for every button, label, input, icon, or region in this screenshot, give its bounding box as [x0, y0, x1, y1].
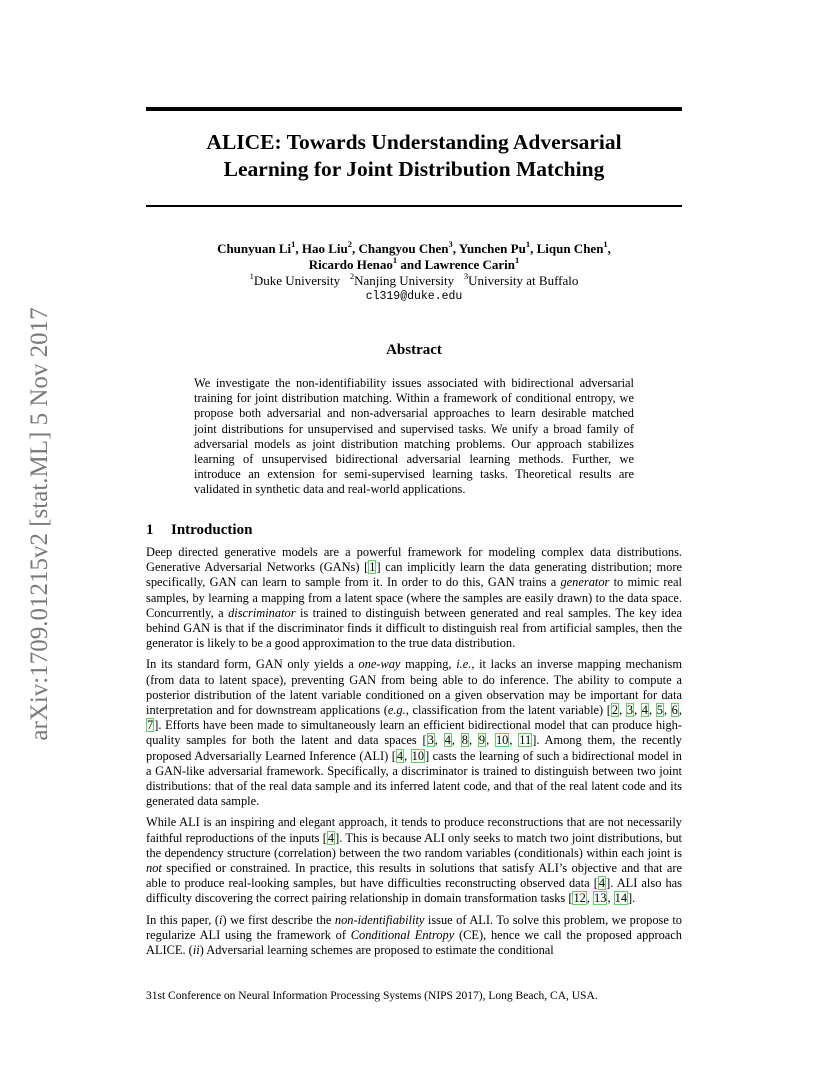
paragraph-2 — [146, 657, 682, 809]
affiliation-marker: 1 — [603, 238, 608, 249]
citation-number[interactable]: 13 — [594, 891, 607, 906]
abstract-text: We investigate the non-identifiability issues associated with bidirectional adversarial training for joint distribution matching. Within a framework of conditional entropy, we propose both adversarial and non-adversarial approaches to learn desirable matched joint distributions for unsupervised and supervised tasks. We unify a broad family of adversarial models as joint distribution matching problems. Our approach stabilizes learning of unsupervised bidirectional adversarial learning methods. Further, we introduce an extension for semi-supervised learning tasks. Theoretical results are validated in synthetic data and real-world applications. — [194, 376, 634, 497]
contact-email: cl319@duke.edu — [365, 290, 463, 303]
conference-footnote: 31st Conference on Neural Information Processing Systems (NIPS 2017), Long Beach, CA, USA. — [146, 990, 598, 1002]
citation-number[interactable]: 7 — [147, 718, 154, 733]
paragraph-text: can implicitly learn the data generating distribution; more specifically, GAN can learn to sample from it. In order to do this, GAN trains a — [146, 560, 682, 590]
citation-group[interactable]: 3, 4, 8, 9, 10, 11 — [427, 733, 532, 748]
paragraph-4 — [146, 913, 682, 959]
affiliation-line — [146, 270, 682, 289]
citation-number[interactable]: 6 — [671, 703, 678, 718]
title-bottom-rule — [146, 205, 682, 207]
citation-number[interactable]: 1 — [369, 560, 376, 575]
author-name: Yunchen Pu — [458, 241, 526, 256]
paragraph-text: specified or constrained. In practice, this results in solutions that satisfy ALI’s objective and that are able to produce real-looking samples, but have difficulties reconstructing observed data [ — [146, 861, 682, 891]
affiliation-name: Nanjing University — [354, 273, 455, 288]
affiliation-marker: 1 — [291, 238, 296, 249]
citation-number[interactable]: 8 — [461, 733, 468, 748]
emphasis-text: ii — [192, 943, 200, 958]
paragraph-text: issue of ALI. To solve this problem, we propose to regularize ALI using the framework of — [146, 912, 682, 942]
citation-number[interactable]: 9 — [478, 733, 486, 748]
paragraph-3 — [146, 815, 682, 906]
citation-number[interactable]: 10 — [495, 733, 509, 748]
title-top-rule — [146, 107, 682, 111]
emphasis-text: Conditional Entropy — [350, 927, 455, 942]
arxiv-identifier-text: arXiv:1709.01215v2 [stat.ML] 5 Nov 2017 — [26, 306, 53, 741]
emphasis-text: e.g., — [387, 703, 409, 718]
arxiv-identifier-stamp — [20, 282, 60, 765]
citation-number[interactable]: 4 — [598, 876, 606, 891]
citation-link[interactable] — [327, 831, 335, 845]
author-block — [146, 238, 682, 305]
paragraph-text: it lacks an inverse mapping mechanism (from data to latent space), preventing GAN from being able to do inference. The ability to compute a posterior distribution of the latent variable conditioned on a given observation may be important for data interpretation and for downstream applications ( — [146, 657, 682, 718]
affiliation-marker: 2 — [347, 238, 353, 249]
paragraph-text: ] casts the learning of such a bidirectional model in a GAN-like adversarial framework. Specifically, a discriminator is trained to distinguish between two joint distributions: that of the real data sample and its inferred latent code, and that of the real latent code and its generated data sample. — [146, 748, 682, 809]
emphasis-text: generator — [560, 575, 610, 590]
introduction-body — [146, 545, 682, 964]
section-title: Introduction — [171, 522, 253, 538]
paragraph-text: ]. ALI also has difficulty discovering the correct pairing relationship in domain transformation tasks [ — [146, 876, 683, 906]
citation-number[interactable]: 10 — [411, 748, 425, 763]
paragraph-1: Deep directed generative models are a powerful framework for modeling complex data distributions. Generative Adversarial Networks (GANs) [1] can implicitly learn the data generating distribution; more specifically, GAN can learn to sample from it. In order to do this, GAN trains a generator to mimic real samples, by learning a mapping from a latent space (where the samples are easily drawn) to the data space. Concurrently, a discriminator is trained to distinguish between generated and real samples. The key idea behind GAN is that if the discriminator finds it difficult to distinguish real from artificial samples, then the generator is likely to be a good approximation to the true data distribution. — [146, 545, 682, 651]
citation-number[interactable]: 5 — [656, 703, 663, 718]
citation-number[interactable]: 12 — [573, 891, 586, 906]
paragraph-text: is trained to distinguish between generated and real samples. The key idea behind GAN is that if the discriminator finds it difficult to distinguish real from artificial samples, then the generator is likely to be a good approximation to the true data distribution. — [146, 605, 682, 651]
paragraph-text: ) we first describe the — [222, 912, 335, 927]
paragraph-text: ]. Among them, the recently proposed Adversarially Learned Inference (ALI) [ — [146, 733, 682, 763]
author-name: Hao Liu — [301, 241, 348, 256]
affiliation-name: Duke University — [253, 273, 341, 288]
author-name: Changyou Chen — [358, 241, 449, 256]
citation-number[interactable]: 11 — [519, 733, 532, 748]
section-heading-introduction — [146, 522, 252, 539]
title-line-1: ALICE: Towards Understanding Adversarial — [206, 130, 622, 154]
emphasis-text: i.e., — [456, 657, 475, 672]
paragraph-text: ]. — [628, 891, 636, 906]
citation-group[interactable]: 12, 13, 14 — [573, 891, 628, 906]
citation-link[interactable] — [598, 876, 606, 890]
emphasis-text: discriminator — [228, 605, 296, 620]
affiliation-name: University at Buffalo — [468, 273, 579, 288]
author-name: Ricardo Henao — [308, 257, 393, 272]
paper-title — [146, 129, 682, 183]
author-line-1: Chunyuan Li$^1$, Hao Liu$^2$, Changyou Chen$^3$, Yunchen Pu$^1$, Liqun Chen$^1$, — [217, 238, 611, 256]
affiliation-marker: 3 — [448, 238, 453, 249]
citation-group[interactable]: 2, 3, 4, 5, 6, 7 — [147, 703, 682, 733]
affiliation-marker: 1 — [249, 270, 254, 281]
paragraph-text: In its standard form, GAN only yields a — [146, 657, 359, 672]
paragraph-text: In this paper, ( — [146, 912, 219, 927]
title-line-2: Learning for Joint Distribution Matching — [223, 157, 605, 181]
citation-number[interactable]: 4 — [327, 830, 335, 845]
emphasis-text: one-way — [358, 657, 401, 672]
author-name: Chunyuan Li — [217, 241, 292, 256]
paragraph-text: Deep directed generative models are a powerful framework for modeling complex data distributions. Generative Adversarial Networks (GANs) — [146, 545, 682, 575]
paragraph-text: mapping, — [400, 657, 457, 672]
emphasis-text: non-identifiability — [334, 912, 425, 927]
citation-number[interactable]: 2 — [611, 703, 619, 718]
author-line-2: Ricardo Henao$^1$ and Lawrence Carin$^1$ — [308, 254, 520, 272]
citation-number[interactable]: 14 — [614, 891, 628, 906]
paragraph-text: (CE), hence we call the proposed approach ALICE. ( — [146, 927, 682, 958]
emphasis-text: not — [146, 861, 162, 876]
paragraph-text: ) Adversarial learning schemes are proposed to estimate the conditional — [199, 943, 554, 958]
emphasis-text: i — [218, 912, 223, 927]
paragraph-text: ]. Efforts have been made to simultaneously learn an efficient bidirectional model that can produce high-quality samples for both the latent and data spaces [ — [146, 718, 682, 748]
citation-link[interactable] — [368, 560, 376, 574]
paragraph-text: While ALI is an inspiring and elegant approach, it tends to produce reconstructions that are not necessarily faithful reproductions of the inputs [ — [146, 815, 682, 845]
paragraph-text: classification from the latent variable) [ — [408, 703, 611, 718]
affiliation-marker: 1 — [515, 254, 520, 265]
paragraph-text: ]. This is because ALI only seeks to match two joint distributions, but the dependency structure (correlation) between the two random variables (conditionals) within each joint is — [146, 830, 683, 860]
section-number: 1 — [146, 522, 154, 538]
affiliation-marker: 1 — [525, 238, 531, 249]
citation-group[interactable]: 4, 10 — [396, 748, 425, 763]
citation-number[interactable]: 4 — [444, 733, 451, 748]
citation-number[interactable]: 4 — [396, 748, 404, 763]
author-name: Liqun Chen — [536, 241, 604, 256]
paragraph-text: to mimic real samples, by learning a mapping from a latent space (where the samples are easily drawn) to the data space. Concurrently, a — [146, 575, 682, 620]
abstract-heading: Abstract — [386, 342, 442, 358]
citation-number[interactable]: 4 — [641, 703, 648, 718]
author-name: Lawrence Carin — [424, 257, 515, 272]
citation-number[interactable]: 3 — [626, 703, 634, 718]
affiliation-marker: 2 — [349, 270, 355, 281]
citation-number[interactable]: 3 — [427, 733, 434, 748]
affiliation-marker: 1 — [392, 254, 398, 265]
affiliation-marker: 3 — [463, 270, 469, 281]
